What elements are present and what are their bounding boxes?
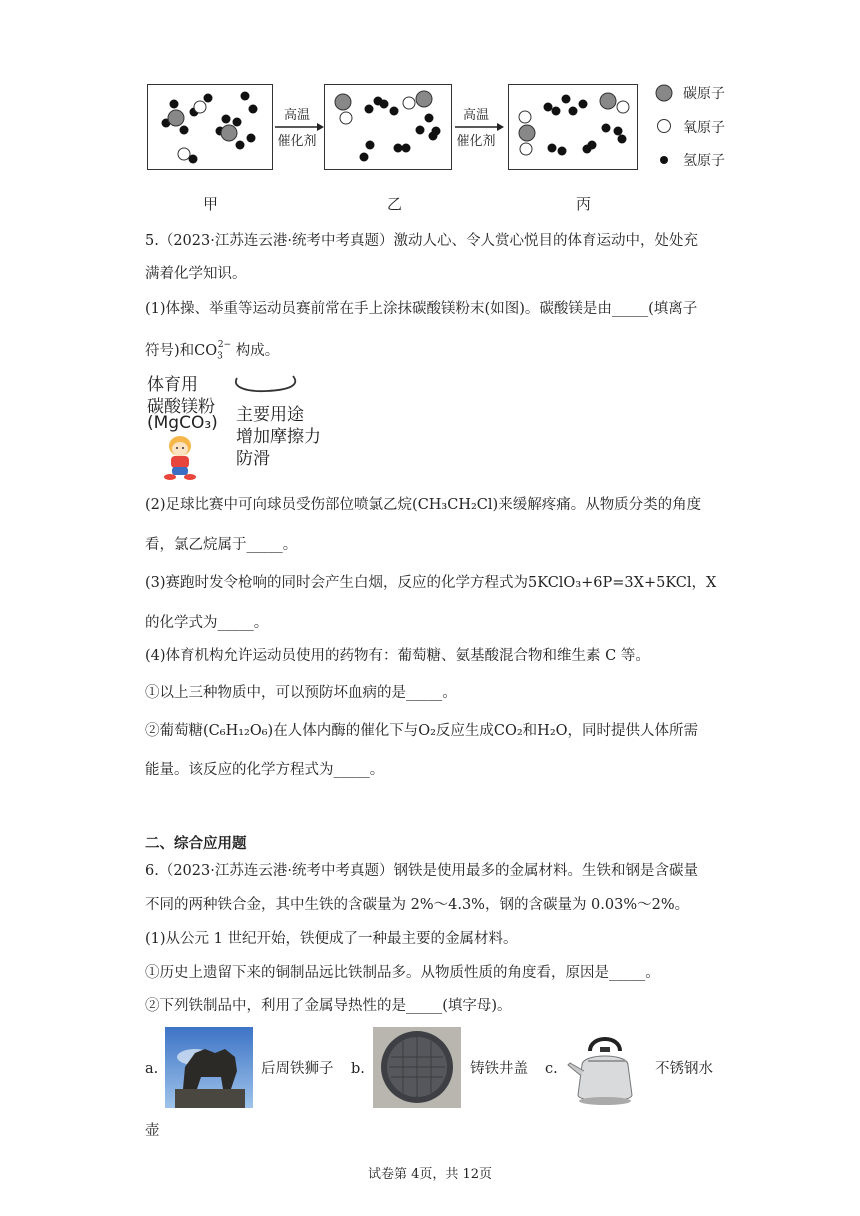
q5-part2-line1: (2)足球比赛中可向球员受伤部位喷氯乙烷(CH₃CH₂Cl)来缓解疼痛。从物质分类的角度 — [145, 497, 702, 513]
molecule-box-yi — [324, 84, 452, 170]
q5-part1-line2 — [145, 337, 279, 367]
iron-lion-image — [165, 1027, 253, 1108]
q5-intro-line1: 5.（2023·江苏连云港·统考中考真题）激动人心、令人赏心悦目的体育运动中，处处充 — [145, 233, 698, 249]
q5-part3-line2: 的化学式为_____。 — [145, 615, 269, 631]
legend-oxygen-label: 氧原子 — [683, 120, 725, 136]
q5-intro-line2: 满着化学知识。 — [145, 266, 247, 282]
option-b-label: 铸铁井盖 — [470, 1061, 528, 1077]
figure-line3: (MgCO₃) — [147, 413, 218, 433]
legend-carbon-label: 碳原子 — [683, 86, 725, 102]
legend-hydrogen-label: 氢原子 — [683, 153, 725, 169]
arrow-label-2-bottom: 催化剂 — [456, 134, 496, 149]
powder-curve-icon — [229, 372, 301, 394]
kettle-image — [566, 1025, 644, 1109]
option-c-label: 不锈钢水 — [655, 1061, 713, 1077]
reaction-arrow-1 — [273, 122, 325, 132]
figure-line2: 碳酸镁粉 — [147, 397, 215, 417]
molecules-yi — [325, 85, 451, 169]
caption-jia: 甲 — [203, 195, 219, 213]
option-a-label: 后周铁狮子 — [261, 1061, 334, 1077]
caption-yi: 乙 — [387, 195, 403, 213]
q5-part1-sup: 2− — [217, 340, 232, 350]
figure-use2: 增加摩擦力 — [236, 427, 321, 447]
molecule-box-bing — [508, 84, 638, 170]
caption-bing: 丙 — [576, 195, 592, 213]
page-footer: 试卷第 4页，共 12页 — [367, 1167, 493, 1182]
q5-part4-2-line2: 能量。该反应的化学方程式为_____。 — [145, 762, 385, 778]
figure-use1: 主要用途 — [236, 405, 304, 425]
q5-part4: (4)体育机构允许运动员使用的药物有：葡萄糖、氨基酸混合物和维生素 C 等。 — [145, 648, 650, 664]
q5-part4-2-line1: ②葡萄糖(C₆H₁₂O₆)在人体内酶的催化下与O₂反应生成CO₂和H₂O，同时提供人体所需 — [145, 723, 699, 739]
legend-oxygen-icon — [656, 118, 672, 134]
option-c-letter: c. — [545, 1061, 558, 1077]
molecules-jia — [148, 85, 272, 169]
arrow-label-1-bottom: 催化剂 — [277, 134, 317, 149]
q6-part1: (1)从公元 1 世纪开始，铁便成了一种最主要的金属材料。 — [145, 931, 518, 947]
q5-part1-post: 构成。 — [231, 342, 280, 359]
figure-use3: 防滑 — [236, 449, 270, 469]
arrow-label-2-top: 高温 — [462, 108, 489, 123]
section-title: 二、综合应用题 — [145, 836, 247, 852]
q5-part3-line1: (3)赛跑时发令枪响的同时会产生白烟，反应的化学方程式为5KClO₃+6P=3X+5KCl，X — [145, 575, 717, 591]
q6-part1-1: ①历史上遗留下来的铜制品远比铁制品多。从物质性质的角度看，原因是_____。 — [145, 965, 660, 981]
figure-line1: 体育用 — [147, 375, 198, 395]
q5-part2-line2: 看，氯乙烷属于_____。 — [145, 537, 298, 553]
q5-part1-sub: 3 — [217, 351, 223, 362]
molecule-box-jia — [147, 84, 273, 170]
molecules-bing — [509, 85, 637, 169]
legend-hydrogen-icon — [659, 155, 669, 165]
q5-part1-pre: 符号)和CO — [145, 342, 218, 359]
q6-part1-2: ②下列铁制品中，利用了金属导热性的是_____(填字母)。 — [145, 998, 512, 1014]
q6-intro-line1: 6.（2023·江苏连云港·统考中考真题）钢铁是使用最多的金属材料。生铁和钢是含碳量 — [145, 863, 698, 879]
athlete-cartoon-icon — [160, 434, 200, 482]
option-b-letter: b. — [351, 1061, 365, 1077]
legend-carbon-icon — [654, 83, 674, 103]
option-a-letter: a. — [145, 1061, 159, 1077]
reaction-arrow-2 — [453, 122, 505, 132]
arrow-label-1-top: 高温 — [283, 108, 310, 123]
manhole-cover-image — [373, 1027, 461, 1108]
q5-part1-line1: (1)体操、举重等运动员赛前常在手上涂抹碳酸镁粉末(如图)。碳酸镁是由_____(填离子 — [145, 301, 698, 317]
q6-intro-line2: 不同的两种铁合金，其中生铁的含碳量为 2%～4.3%，钢的含碳量为 0.03%～2%。 — [145, 897, 690, 913]
option-c-wrap: 壶 — [145, 1123, 160, 1139]
q5-part4-1: ①以上三种物质中，可以预防坏血病的是_____。 — [145, 685, 457, 701]
